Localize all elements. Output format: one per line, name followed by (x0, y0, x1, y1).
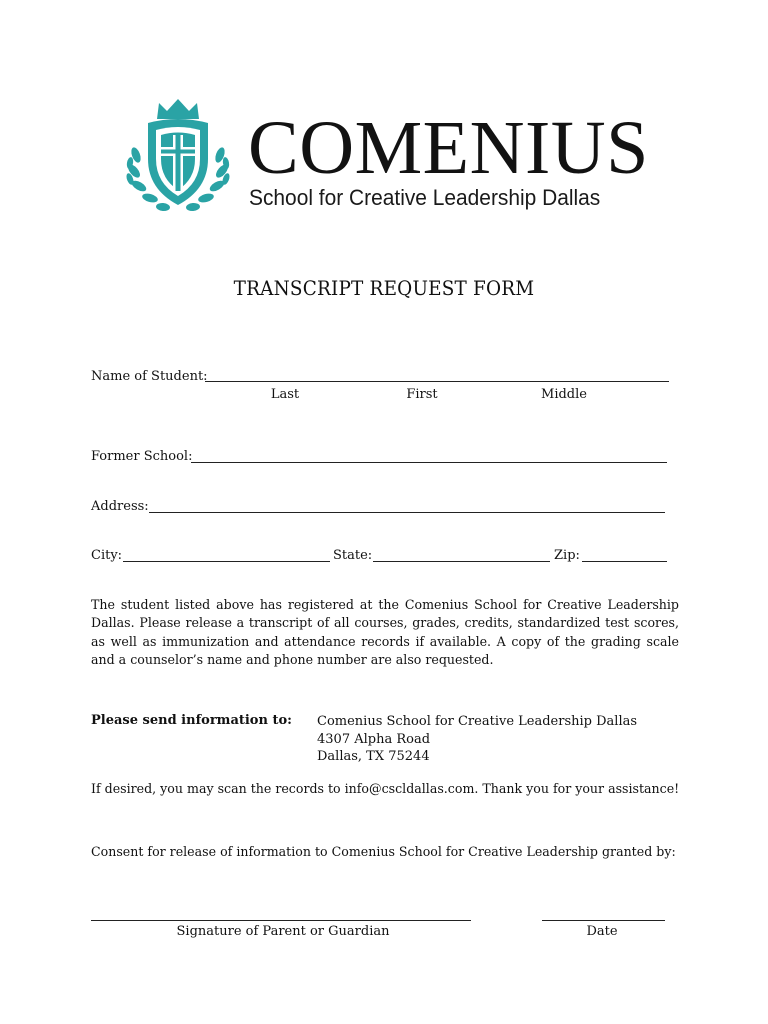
address-line-1: Comenius School for Creative Leadership Dallas (317, 714, 638, 729)
send-to-label: Please send information to: (91, 713, 292, 728)
former-school-field[interactable] (191, 462, 667, 463)
city-field[interactable] (123, 561, 330, 562)
scan-note: If desired, you may scan the records to info@cscldallas.com. Thank you for your assistance! (91, 781, 680, 796)
form-title: TRANSCRIPT REQUEST FORM (233, 276, 535, 300)
address-line-3: Dallas, TX 75244 (317, 749, 430, 764)
crown-icon (157, 99, 199, 119)
middle-name-caption: Middle (541, 387, 587, 402)
student-name-field[interactable] (205, 381, 669, 382)
date-caption: Date (586, 924, 618, 939)
address-line-2: 4307 Alpha Road (317, 731, 431, 747)
state-field[interactable] (373, 561, 550, 562)
student-name-label: Name of Student: (91, 369, 208, 384)
signature-caption: Signature of Parent or Guardian (176, 924, 390, 939)
former-school-label: Former School: (91, 449, 193, 464)
school-subtitle: School for Creative Leadership Dallas (249, 185, 601, 210)
mailing-address (317, 713, 637, 766)
consent-text: Consent for release of information to Comenius School for Creative Leadership granted by: (91, 844, 676, 859)
first-name-caption: First (406, 387, 438, 402)
request-paragraph: The student listed above has registered at the Comenius School for Creative Leadership Dallas. Please release a transcript of all courses, grades, credits, standardized test scores, as well as immunization and attendance records if available. A copy of the grading scale and a counselor’s name and phone number are also requested. (91, 597, 679, 667)
city-label: City: (91, 548, 123, 563)
last-name-caption: Last (270, 387, 300, 402)
zip-field[interactable] (582, 561, 667, 562)
address-label: Address: (91, 499, 149, 514)
zip-label: Zip: (554, 548, 580, 563)
date-field[interactable] (542, 920, 665, 921)
state-label: State: (333, 548, 373, 563)
school-name: COMENIUS (248, 106, 649, 190)
signature-field[interactable] (91, 920, 471, 921)
address-field[interactable] (149, 512, 665, 513)
school-crest-logo (126, 97, 230, 219)
